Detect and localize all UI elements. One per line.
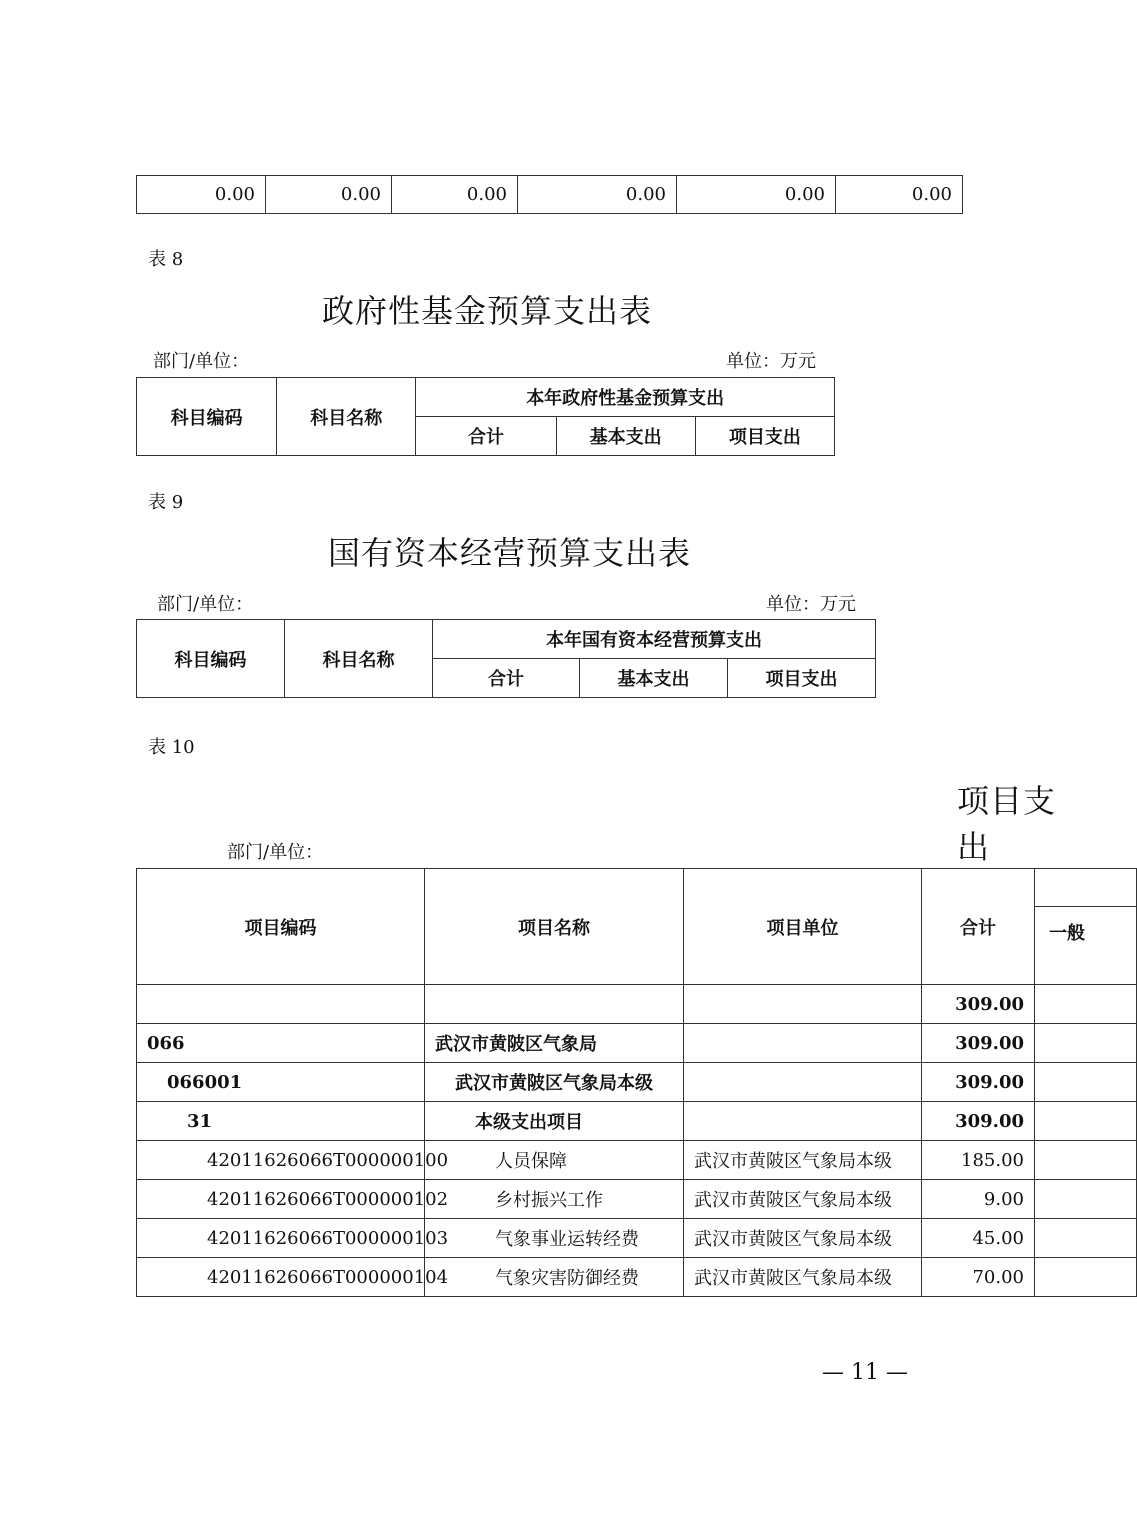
row-cut: [1035, 1180, 1137, 1219]
row-total: 9.00: [922, 1180, 1035, 1219]
header-total: 合计: [416, 417, 556, 456]
header-group-cut: [1035, 869, 1137, 907]
row-unit: [684, 1102, 922, 1141]
row-cut: [1035, 1063, 1137, 1102]
row-cut: [1035, 1219, 1137, 1258]
header-unit: 项目单位: [684, 869, 922, 985]
row-total: 70.00: [922, 1258, 1035, 1297]
table-row: [137, 1180, 1137, 1219]
table10-title: 项目支出: [957, 782, 1057, 866]
row-unit: [684, 985, 922, 1024]
table-row: [137, 1063, 1137, 1102]
header-basic: 基本支出: [580, 659, 728, 698]
row-cut: [1035, 1258, 1137, 1297]
row-name: [425, 985, 684, 1024]
header-code: 科目编码: [137, 620, 285, 698]
row-unit: [684, 1024, 922, 1063]
row-code: 31: [137, 1102, 425, 1141]
row-cut: [1035, 1024, 1137, 1063]
table9: [136, 619, 876, 698]
header-basic: 基本支出: [556, 417, 695, 456]
row-name: 人员保障: [425, 1141, 684, 1180]
cell: 0.00: [677, 176, 836, 214]
table8-title: 政府性基金预算支出表: [322, 292, 653, 330]
table-row: [137, 1141, 1137, 1180]
row-cut: [1035, 1141, 1137, 1180]
row-total: 309.00: [922, 1024, 1035, 1063]
table8: [136, 377, 835, 456]
row-code: 42011626066T000000100: [137, 1141, 425, 1180]
table-row: [137, 1258, 1137, 1297]
page-number: — 11 —: [822, 1360, 908, 1385]
table-row: [137, 1102, 1137, 1141]
row-code: 066: [137, 1024, 425, 1063]
row-total: 309.00: [922, 1063, 1035, 1102]
header-code: 科目编码: [137, 378, 277, 456]
previous-table-last-row: [136, 175, 963, 214]
row-unit: 武汉市黄陂区气象局本级: [684, 1258, 922, 1297]
table9-label: 表 9: [148, 492, 184, 513]
row-cut: [1035, 1102, 1137, 1141]
cell: 0.00: [836, 176, 963, 214]
row-total: 309.00: [922, 985, 1035, 1024]
cell: 0.00: [137, 176, 266, 214]
header-name: 科目名称: [285, 620, 433, 698]
header-name: 科目名称: [277, 378, 416, 456]
header-code: 项目编码: [137, 869, 425, 985]
row-name: 武汉市黄陂区气象局: [425, 1024, 684, 1063]
table8-dept: 部门/单位：: [153, 351, 250, 372]
header-project: 项目支出: [695, 417, 834, 456]
table10-dept: 部门/单位：: [227, 842, 324, 863]
table9-unit: 单位：万元: [766, 594, 856, 615]
row-unit: [684, 1063, 922, 1102]
cell: 0.00: [518, 176, 677, 214]
header-total: 合计: [922, 869, 1035, 985]
row-name: 乡村振兴工作: [425, 1180, 684, 1219]
row-name: 气象灾害防御经费: [425, 1258, 684, 1297]
header-group: 本年国有资本经营预算支出: [433, 620, 876, 659]
row-code: 42011626066T000000104: [137, 1258, 425, 1297]
row-code: [137, 985, 425, 1024]
row-name: 武汉市黄陂区气象局本级: [425, 1063, 684, 1102]
row-code: 066001: [137, 1063, 425, 1102]
header-project: 项目支出: [728, 659, 876, 698]
row-cut: [1035, 985, 1137, 1024]
row-name: 本级支出项目: [425, 1102, 684, 1141]
header-general-cut: 一般: [1035, 907, 1137, 985]
header-group: 本年政府性基金预算支出: [416, 378, 835, 417]
row-unit: 武汉市黄陂区气象局本级: [684, 1219, 922, 1258]
row-total: 45.00: [922, 1219, 1035, 1258]
table-row: [137, 1219, 1137, 1258]
row-unit: 武汉市黄陂区气象局本级: [684, 1141, 922, 1180]
table10: [136, 868, 1137, 1297]
header-total: 合计: [433, 659, 580, 698]
row-total: 309.00: [922, 1102, 1035, 1141]
table10-viewport: [136, 868, 1085, 1298]
row-code: 42011626066T000000102: [137, 1180, 425, 1219]
table-row: [137, 985, 1137, 1024]
cell: 0.00: [392, 176, 518, 214]
table10-label: 表 10: [148, 737, 195, 758]
row-code: 42011626066T000000103: [137, 1219, 425, 1258]
table-row: [137, 1024, 1137, 1063]
cell: 0.00: [266, 176, 392, 214]
row-total: 185.00: [922, 1141, 1035, 1180]
header-name: 项目名称: [425, 869, 684, 985]
table8-unit: 单位：万元: [726, 351, 816, 372]
row-unit: 武汉市黄陂区气象局本级: [684, 1180, 922, 1219]
table9-dept: 部门/单位：: [157, 594, 254, 615]
table8-label: 表 8: [148, 249, 184, 270]
row-name: 气象事业运转经费: [425, 1219, 684, 1258]
table9-title: 国有资本经营预算支出表: [328, 534, 692, 572]
